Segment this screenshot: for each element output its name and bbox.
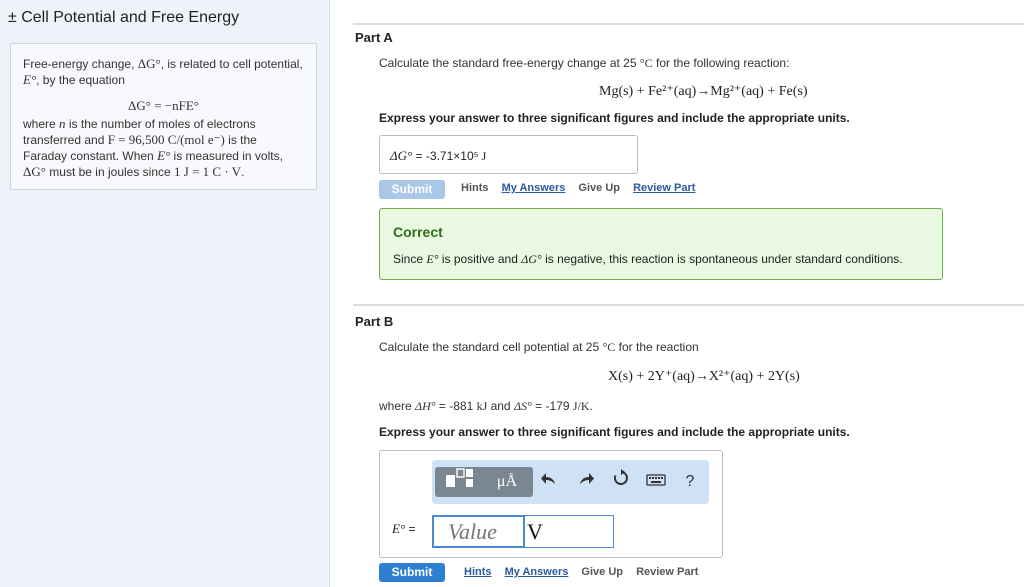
part-b-label: Part B: [355, 314, 394, 329]
where-text: where n is the number of moles of electrons transferred and F = 96,500 C/(mol e⁻) is the Faraday constant. When E° is measured in volts, ΔG° must be in joules since 1 J = 1 C · V.: [23, 116, 283, 179]
part-b-reaction: X(s) + 2Y⁺(aq)→X²⁺(aq) + 2Y(s): [608, 369, 800, 384]
part-divider: [353, 23, 1024, 25]
part-b-answer-area: [379, 450, 723, 558]
feedback-text: Since E° is positive and ΔG° is negative, this reaction is spontaneous under standard conditions.: [393, 252, 903, 266]
redo-icon[interactable]: [569, 467, 603, 497]
main-panel: [331, 0, 1024, 587]
unit-input[interactable]: [525, 515, 614, 548]
part-b-instructions: Express your answer to three significant figures and include the appropriate units.: [379, 425, 850, 439]
intro-box: [10, 43, 317, 190]
part-a-label: Part A: [355, 30, 393, 45]
part-a-links: [461, 182, 705, 194]
reset-icon[interactable]: [604, 467, 638, 497]
part-a-answer-value: -3.71×10⁵: [425, 149, 479, 163]
part-b-my-answers-link[interactable]: My Answers: [504, 566, 569, 578]
free-energy-equation: ΔG° = −nFE°: [128, 98, 199, 113]
part-b-hints-link[interactable]: Hints: [464, 566, 492, 578]
part-a-answer-display: ΔG° = -3.71×10⁵ J: [379, 135, 638, 174]
math-toolbar: [432, 460, 709, 504]
part-a-instructions: Express your answer to three significant figures and include the appropriate units.: [379, 111, 850, 125]
part-a-review-part-link[interactable]: Review Part: [633, 182, 696, 194]
part-a-reaction: Mg(s) + Fe²⁺(aq)→Mg²⁺(aq) + Fe(s): [599, 84, 808, 99]
part-b-submit-button[interactable]: Submit: [379, 563, 445, 582]
undo-icon[interactable]: [532, 467, 566, 497]
part-a-my-answers-link[interactable]: My Answers: [501, 182, 566, 194]
part-b-review-part-link[interactable]: Review Part: [636, 566, 699, 578]
part-b-given: where ΔH° = -881 kJ and ΔS° = -179 J/K.: [379, 399, 593, 413]
problem-title: ± Cell Potential and Free Energy: [8, 9, 240, 26]
part-b-prompt: Calculate the standard cell potential at 25 °C for the reaction: [379, 340, 699, 354]
part-a-submit-button[interactable]: Submit: [379, 180, 445, 199]
left-panel: [0, 0, 330, 587]
units-icon[interactable]: μÅ: [496, 473, 518, 490]
correct-feedback: [379, 208, 943, 280]
feedback-title: Correct: [393, 224, 443, 240]
keyboard-icon[interactable]: [639, 467, 673, 497]
part-b-answer-label: E° =: [392, 521, 416, 536]
part-a-hints-link[interactable]: Hints: [461, 182, 489, 194]
template-icon[interactable]: [438, 467, 482, 497]
part-divider: [353, 304, 1024, 306]
part-b-links: [464, 566, 708, 578]
help-icon[interactable]: ?: [685, 473, 695, 490]
intro-text: Free-energy change, ΔG°, is related to cell potential, E°, by the equation: [23, 56, 303, 87]
part-b-give-up-link[interactable]: Give Up: [581, 566, 623, 578]
part-a-give-up-link[interactable]: Give Up: [578, 182, 620, 194]
part-a-prompt: Calculate the standard free-energy change at 25 °C for the following reaction:: [379, 56, 790, 70]
value-input[interactable]: [432, 515, 525, 548]
